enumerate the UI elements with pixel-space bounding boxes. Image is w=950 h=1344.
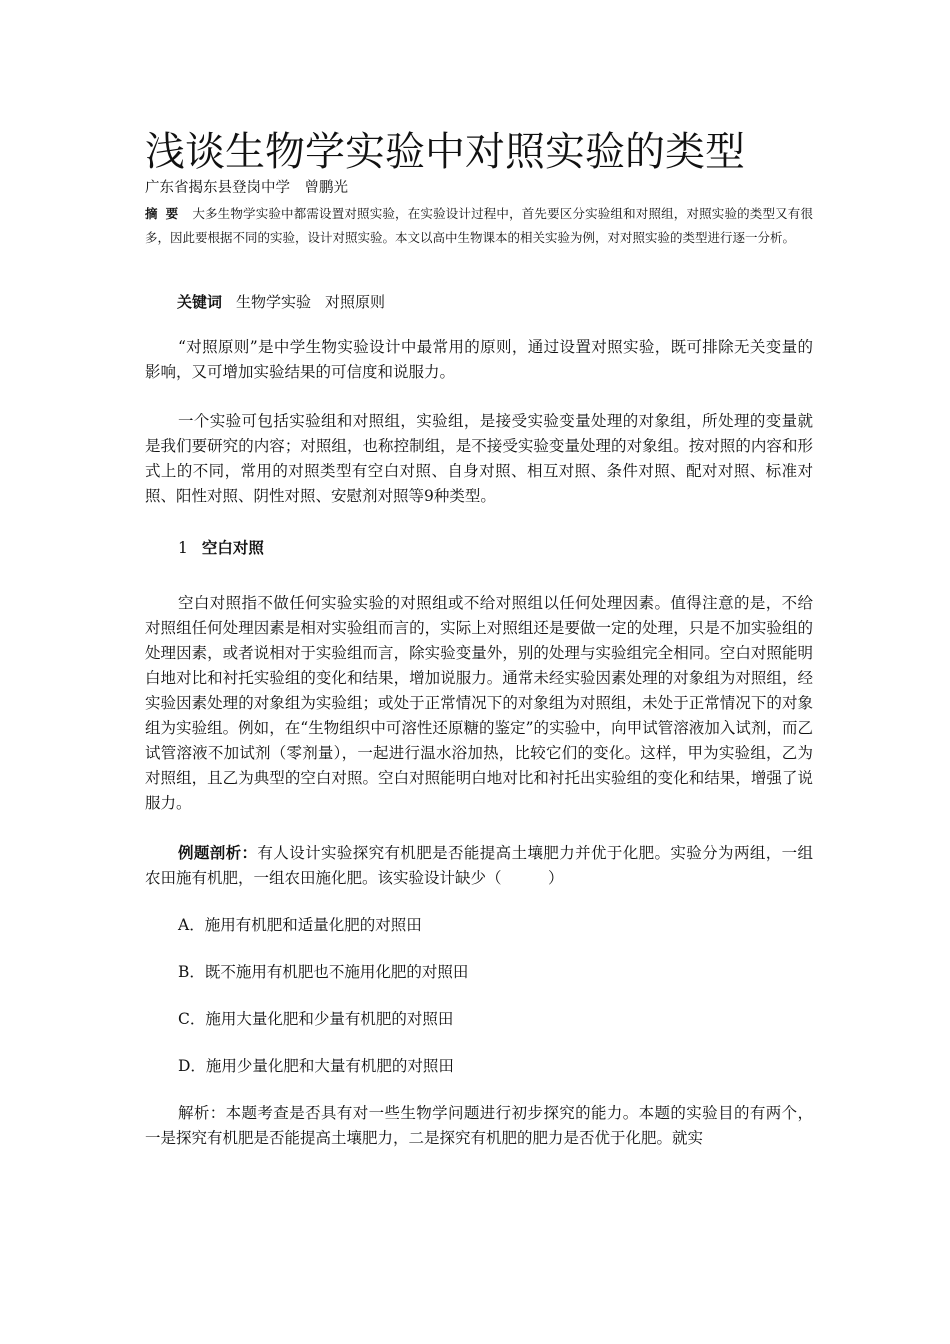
analysis-paragraph: 解析：本题考查是否具有对一些生物学问题进行初步探究的能力。本题的实验目的有两个，一是探究有机肥是否能提高土壤肥力，二是探究有机肥的肥力是否优于化肥。就实 — [145, 1104, 813, 1147]
example-label: 例题剖析： — [178, 843, 258, 862]
answer-option-b: B．既不施用有机肥也不施用化肥的对照田 — [178, 963, 469, 981]
keywords-label: 关键词 — [177, 293, 223, 311]
keyword: 对照原则 — [325, 293, 386, 311]
example-text: 有人设计实验探究有机肥是否能提高土壤肥力并优于化肥。实验分为两组，一组农田施有机肥，一组农田施化肥。该实验设计缺少（ ） — [145, 844, 813, 887]
answer-option-c: C．施用大量化肥和少量有机肥的对照田 — [178, 1010, 454, 1028]
intro-paragraph: 一个实验可包括实验组和对照组，实验组，是接受实验变量处理的对象组，所处理的变量就是我们要研究的内容；对照组，也称控制组，是不接受实验变量处理的对象组。按对照的内容和形式上的不同，常用的对照类型有空白对照、自身对照、相互对照、条件对照、配对对照、标准对照、阳性对照、阴性对照、安慰剂对照等9种类型。 — [145, 412, 813, 505]
abstract — [145, 202, 813, 250]
section-number: 1 — [178, 539, 188, 557]
keywords — [145, 289, 813, 315]
section-heading — [145, 535, 813, 561]
intro-paragraph: “对照原则”是中学生物实验设计中最常用的原则，通过设置对照实验，既可排除无关变量的影响，又可增加实验结果的可信度和说服力。 — [145, 338, 813, 381]
author-line: 广东省揭东县登岗中学 曾鹏光 — [145, 180, 348, 196]
section-body: 空白对照指不做任何实验实验的对照组或不给对照组以任何处理因素。值得注意的是，不给对照组任何处理因素是相对实验组而言的，实际上对照组还是要做一定的处理，只是不加实验组的处理因素，或者说相对于实验组而言，除实验变量外，别的处理与实验组完全相同。空白对照能明白地对比和衬托实验组的变化和结果，增加说服力。通常未经实验因素处理的对象组为对照组，经实验因素处理的对象组为实验组；或处于正常情况下的对象组为对照组，未处于正常情况下的对象组为实验组。例如，在“生物组织中可溶性还原糖的鉴定”的实验中，向甲试管溶液加入试剂，而乙试管溶液不加试剂（零剂量），一起进行温水浴加热，比较它们的变化。这样，甲为实验组，乙为对照组，且乙为典型的空白对照。空白对照能明白地对比和衬托出实验组的变化和结果，增强了说服力。 — [145, 594, 813, 812]
answer-option-a: A．施用有机肥和适量化肥的对照田 — [178, 916, 422, 934]
document-page — [145, 126, 813, 1151]
keyword: 生物学实验 — [236, 293, 312, 311]
abstract-text: 大多生物学实验中都需设置对照实验，在实验设计过程中，首先要区分实验组和对照组，对照实验的类型又有很多，因此要根据不同的实验，设计对照实验。本文以高中生物课本的相关实验为例，对对照实验的类型进行逐一分析。 — [145, 206, 813, 245]
answer-option-d: D．施用少量化肥和大量有机肥的对照田 — [178, 1057, 454, 1075]
article-title: 浅谈生物学实验中对照实验的类型 — [145, 129, 745, 175]
abstract-label: 摘要 — [145, 206, 187, 221]
example-question — [145, 840, 813, 891]
section-title: 空白对照 — [201, 538, 264, 557]
